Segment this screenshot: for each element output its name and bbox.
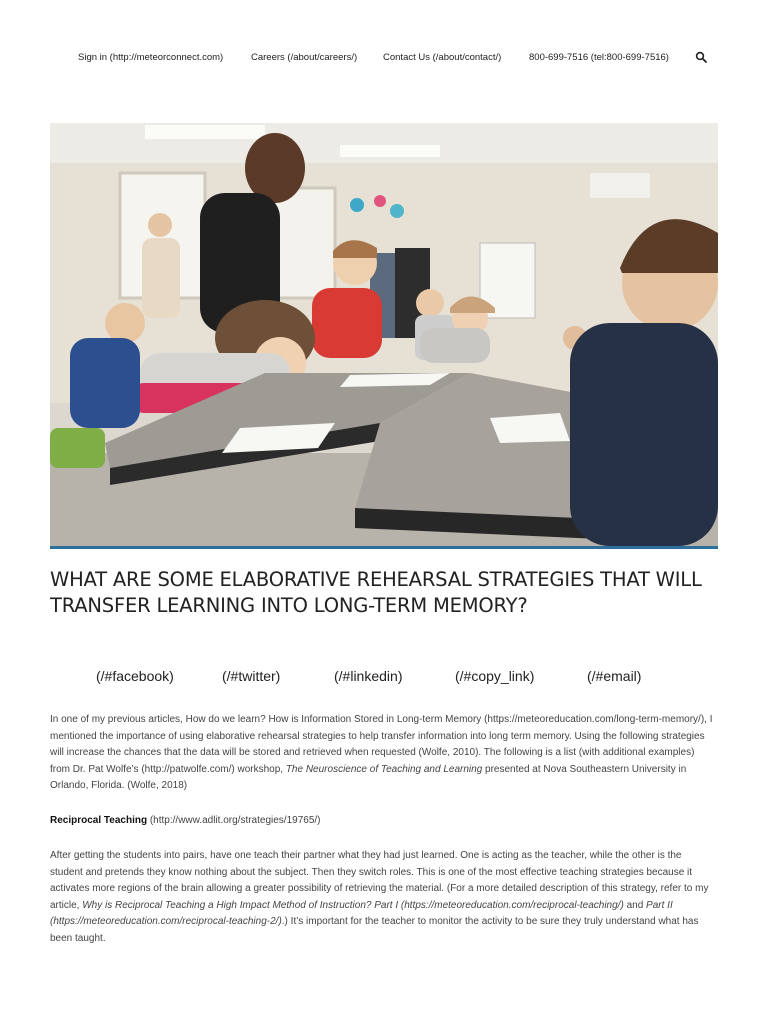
share-linkedin-link[interactable]: (/#linkedin) [334, 668, 403, 684]
top-navigation [0, 0, 768, 116]
intro-text-end: presented at Nova Southeastern University in Orlando, Florida. (Wolfe, 2018) [50, 763, 687, 791]
reciprocal-text: After getting the students into pairs, have one teach their partner what they had just learned. One is acting as the teacher, while the other is the student and pretends they know nothing about the subject. Then they switch roles. This is one of the most effective teaching strategies because it activates more regions of the brain allowing a greater possibility of retrieving the material. (For a more detailed description of this strategy, refer to my article, [50, 850, 709, 911]
nav-signin-link[interactable]: Sign in (http://meteorconnect.com) [78, 52, 224, 63]
nav-phone-link[interactable]: 800-699-7516 (tel:800-699-7516) [529, 52, 669, 63]
intro-text: In one of my previous articles, How do we learn? How is Information Stored in Long-term Memory (https://meteoreducation.com/long-term-memory/), I mentioned the importance of using elaborative rehearsal strategies to help transfer information into long term memory. Using the following strategies will increase the chances that the data will be stored and retrieved when requested (Wolfe, 2010). The following is a list (with additional examples) from Dr. Pat Wolfe’s (http://patwolfe.com/) workshop, [50, 714, 713, 775]
nav-careers-link[interactable]: Careers (/about/careers/) [251, 52, 358, 63]
share-email-link[interactable]: (/#email) [587, 668, 642, 684]
section-heading: Reciprocal Teaching [50, 815, 148, 826]
share-twitter-link[interactable]: (/#twitter) [222, 668, 281, 684]
article-link-part-2[interactable]: Part II (https://meteoreducation.com/reciprocal-teaching-2/) [50, 899, 673, 927]
search-icon[interactable] [695, 51, 707, 63]
section-heading-line [50, 813, 715, 830]
share-facebook-link[interactable]: (/#facebook) [96, 668, 174, 684]
nav-contact-link[interactable]: Contact Us (/about/contact/) [383, 52, 502, 63]
classroom-illustration [50, 123, 718, 546]
article-title: WHAT ARE SOME ELABORATIVE REHEARSAL STRATEGIES THAT WILL TRANSFER LEARNING INTO LONG-TERM MEMORY? [50, 568, 702, 617]
section-heading-link[interactable]: (http://www.adlit.org/strategies/19765/) [147, 815, 321, 826]
hero-classroom-photo [50, 123, 718, 546]
share-copy-link[interactable]: (/#copy_link) [455, 668, 535, 684]
reciprocal-text-mid: and [623, 899, 647, 911]
hero-accent-bar [50, 546, 718, 549]
article-link-part-1[interactable]: Why is Reciprocal Teaching a High Impact Method of Instruction? Part I (https://meteoreducation.com/reciprocal-teaching/) [82, 899, 624, 911]
workshop-title: The Neuroscience of Teaching and Learning [285, 763, 483, 775]
reciprocal-paragraph [50, 848, 715, 947]
intro-paragraph [50, 712, 715, 795]
reciprocal-text-end: .) It’s important for the teacher to monitor the activity to be sure they truly understand what has been taught. [50, 916, 699, 944]
